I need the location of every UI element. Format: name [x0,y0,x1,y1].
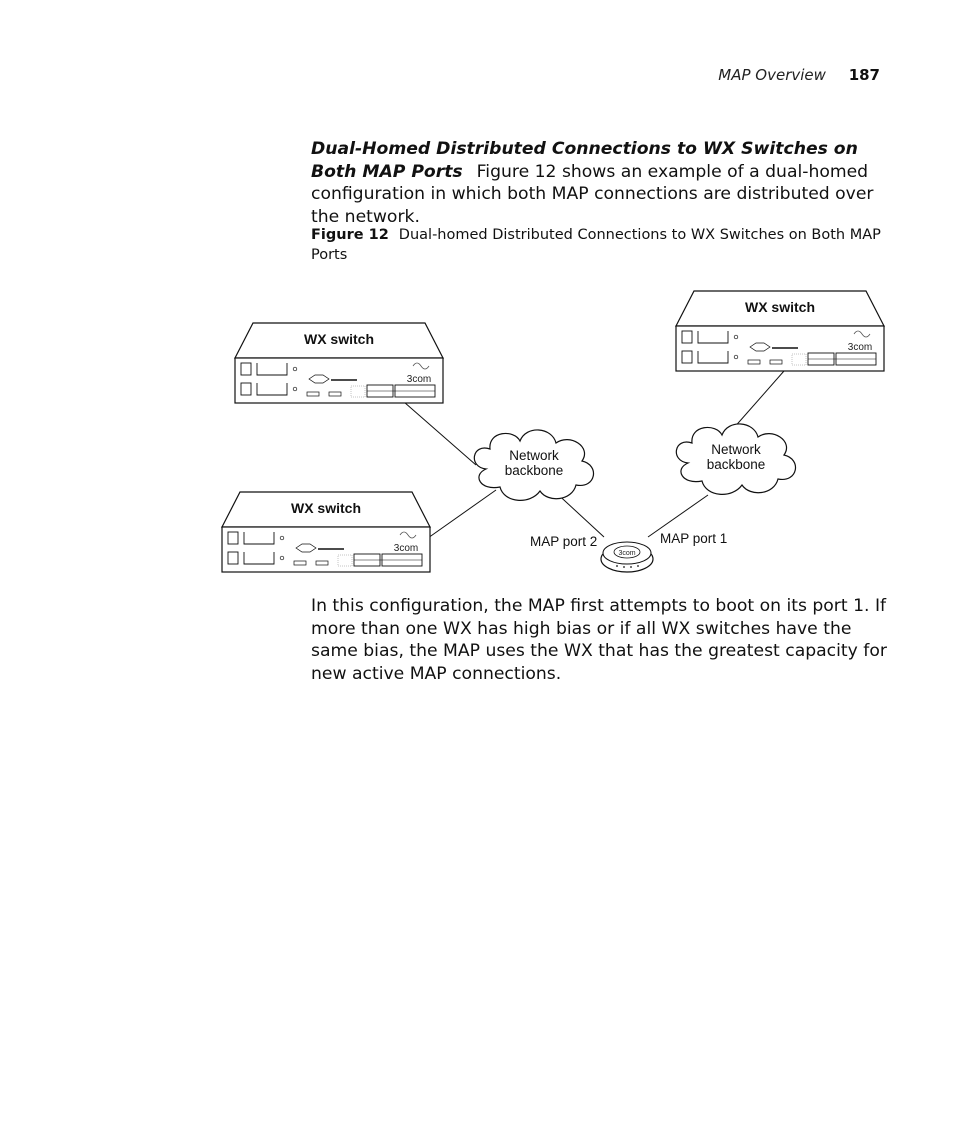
switch-label: WX switch [303,331,375,347]
wx-switch-bottom-left [222,492,430,572]
switch-label: WX switch [290,500,362,516]
figure-caption [311,225,881,265]
figure-caption-text: Dual-homed Distributed Connections to WX Switches on Both MAP Ports [311,227,881,263]
map-port-2-label: MAP port 2 [530,534,598,549]
3com-logo: 3com [393,543,419,554]
section-heading: Dual-Homed Distributed Connections to WX Switches on Both MAP Ports [311,139,858,182]
switch-label: WX switch [744,299,816,315]
network-diagram [218,285,898,590]
intro-text: Figure 12 shows an example of a dual-homed configuration in which both MAP connections are distributed over the network. [311,161,874,227]
network-backbone-cloud-right [676,424,795,494]
section-title: MAP Overview [718,66,826,84]
3com-logo: 3com [847,342,873,353]
cloud-label-line2: backbone [706,457,766,472]
page-header [600,66,880,84]
body-paragraph: In this configuration, the MAP first attempts to boot on its port 1. If more than one WX has high bias or if all WX switches have the same bias, the MAP uses the WX that has the greatest capacity for new active MAP connections. [311,596,887,684]
intro-paragraph [311,138,901,228]
map-logo: 3com [618,550,636,557]
cloud-label-line2: backbone [504,463,564,478]
cloud-label-line1: Network [711,442,761,457]
cloud-label-line1: Network [509,448,559,463]
map-port-1-label: MAP port 1 [660,531,728,546]
page-number: 187 [848,66,880,84]
network-backbone-cloud-left [474,430,593,500]
3com-logo: 3com [406,374,432,385]
wx-switch-top-left [235,323,443,403]
map-access-point [601,542,653,572]
figure-label: Figure 12 [311,227,389,243]
wx-switch-top-right [676,291,884,371]
